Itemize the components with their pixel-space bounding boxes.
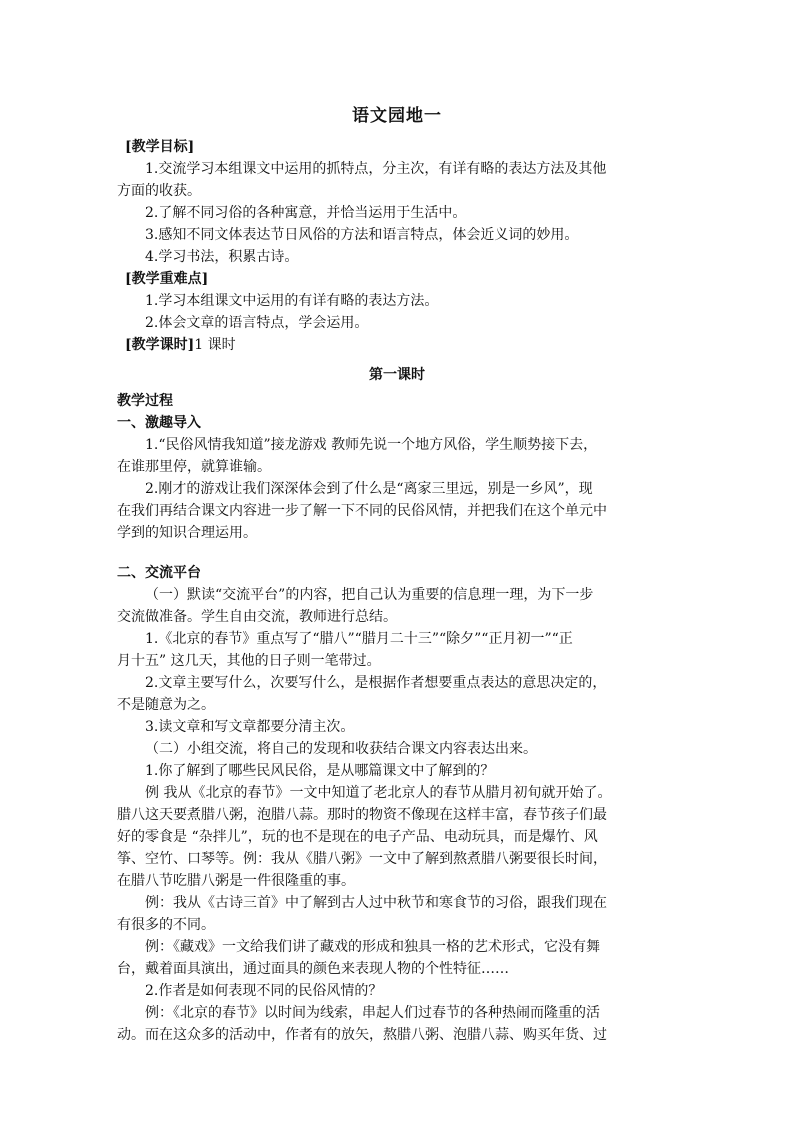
document-page <box>117 104 677 1046</box>
objectives-heading: [教学目标] <box>125 139 195 155</box>
part2-line: 在腊八节吃腊八粥是一件很隆重的事。 <box>117 873 355 889</box>
part2-line: 月十五” 这几天，其他的日子则一笔带过。 <box>117 653 381 669</box>
lesson-time <box>117 334 677 356</box>
part1-line: 学到的知识合理运用。 <box>117 525 257 541</box>
part1-line: 2.刚才的游戏让我们深深体会到了什么是“离家三里远，别是一乡风”，现 <box>145 481 593 497</box>
part1-line: 在谁那里停，就算谁输。 <box>117 459 271 475</box>
document-title: 语文园地一 <box>352 106 442 126</box>
objective-item: 4.学习书法，积累古诗。 <box>145 249 299 265</box>
lesson-time-label: [教学课时] <box>125 337 195 353</box>
part2-line: 好的零食是 “杂拌儿”，玩的也不是现在的电子产品、电动玩具，而是爆竹、风 <box>117 829 598 845</box>
part2-line: 1.《北京的春节》重点写了“腊八”“腊月二十三”“除夕”“正月初一”“正 <box>145 631 573 647</box>
part2-line: 例 我从《北京的春节》一文中知道了老北京人的春节从腊月初旬就开始了。 <box>145 785 612 801</box>
part1-heading: 一、激趣导入 <box>117 415 201 431</box>
keypoints-heading: [教学重难点] <box>125 271 209 287</box>
part2-line: 台，戴着面具演出，通过面具的颜色来表现人物的个性特征…… <box>117 961 509 977</box>
part2-line: 例：《藏戏》一文给我们讲了藏戏的形成和独具一格的艺术形式，它没有舞 <box>145 939 600 955</box>
part2-line: 例：我从《古诗三首》中了解到古人过中秋节和寒食节的习俗，跟我们现在 <box>145 895 607 911</box>
part2-line: （一）默读“交流平台”的内容，把自己认为重要的信息理一理，为下一步 <box>145 587 594 603</box>
part2-line: （二）小组交流，将自己的发现和收获结合课文内容表达出来。 <box>145 741 537 757</box>
keypoint-item: 2.体会文章的语言特点，学会运用。 <box>145 315 369 331</box>
part2-line: 2.作者是如何表现不同的民俗风情的？ <box>145 983 383 999</box>
part2-line: 1.你了解到了哪些民风民俗，是从哪篇课文中了解到的？ <box>145 763 495 779</box>
part2-line: 腊八这天要煮腊八粥，泡腊八蒜。那时的物资不像现在这样丰富，春节孩子们最 <box>117 807 607 823</box>
part2-line: 筝、空竹、口琴等。例：我从《腊八粥》一文中了解到熬煮腊八粥要很长时间， <box>117 851 607 867</box>
objective-item: 1.交流学习本组课文中运用的抓特点，分主次，有详有略的表达方法及其他 <box>145 161 607 177</box>
lesson-time-value: 1 课时 <box>194 337 236 353</box>
part1-line: 在我们再结合课文内容进一步了解一下不同的民俗风情，并把我们在这个单元中 <box>117 503 607 519</box>
process-heading: 教学过程 <box>117 393 173 409</box>
part2-line: 2.文章主要写什么，次要写什么，是根据作者想要重点表达的意思决定的， <box>145 675 607 691</box>
paragraph-gap <box>117 544 677 562</box>
part2-line: 有很多的不同。 <box>117 917 215 933</box>
lesson1-title: 第一课时 <box>369 367 425 383</box>
part2-line: 不是随意为之。 <box>117 697 215 713</box>
objective-item: 2.了解不同习俗的各种寓意，并恰当运用于生活中。 <box>145 205 467 221</box>
objective-item: 3.感知不同文体表达节日风俗的方法和语言特点，体会近义词的妙用。 <box>145 227 579 243</box>
part2-line: 3.读文章和写文章都要分清主次。 <box>145 719 355 735</box>
part2-line: 交流做准备。学生自由交流，教师进行总结。 <box>117 609 397 625</box>
keypoint-item: 1.学习本组课文中运用的有详有略的表达方法。 <box>145 293 439 309</box>
part2-heading: 二、交流平台 <box>117 565 201 581</box>
part2-line: 动。而在这众多的活动中，作者有的放矢，熬腊八粥、泡腊八蒜、购买年货、过 <box>117 1027 607 1043</box>
objective-item: 方面的收获。 <box>117 183 201 199</box>
part1-line: 1.“民俗风情我知道”接龙游戏 教师先说一个地方风俗，学生顺势接下去， <box>145 437 598 453</box>
part2-line: 例：《北京的春节》以时间为线索，串起人们过春节的各种热闹而隆重的活 <box>145 1005 600 1021</box>
